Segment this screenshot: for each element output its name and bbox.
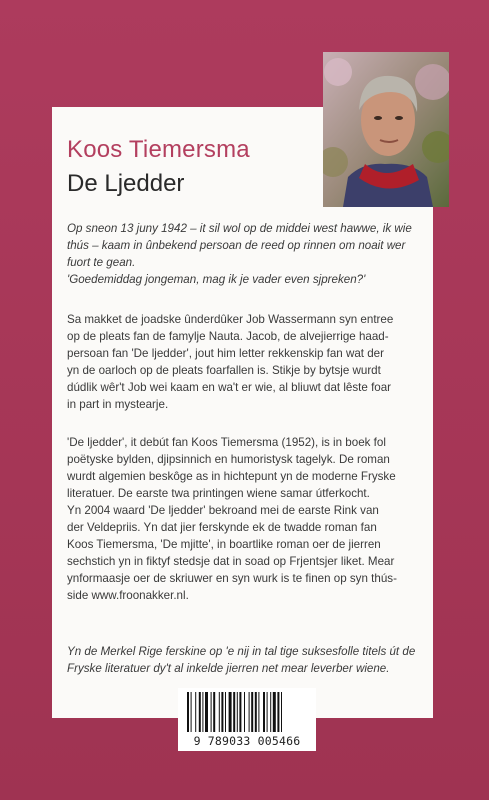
text-line: Yn de Merkel Rige ferskine op 'e nij in tal tige suksesfolle titels út de — [67, 645, 416, 658]
author-name: Koos Tiemersma — [67, 136, 250, 163]
text-line: wurdt algemien beskôge as in hichtepunt yn de moderne Fryske — [67, 470, 396, 483]
text-line: 'De ljedder', it debút fan Koos Tiemersma (1952), is in boek fol — [67, 436, 386, 449]
about-paragraph — [67, 434, 397, 604]
text-line: thús – kaam in ûnbekend persoan de reed op rinnen om noait wer — [67, 239, 406, 252]
text-line: dúdlik wêr't Job wei kaam en wa't er wie, al bliuwt dat lêste foar — [67, 381, 392, 394]
text-line: sechstich yn in fiktyf stedsje dat in soad op Frjentsjer liket. Mear — [67, 555, 395, 568]
isbn-barcode — [178, 688, 316, 751]
barcode-bars — [187, 692, 307, 736]
text-line: literatuer. De earste twa printingen wiene samar útferkocht. — [67, 487, 370, 500]
barcode-number: 9 789033 005466 — [193, 734, 301, 748]
series-note — [67, 643, 416, 677]
text-line: yn de oarloch op de pleats foarfallen is. Stikje by bytsje wurdt — [67, 364, 381, 377]
text-line: 'Goedemiddag jongeman, mag ik je vader even sjpreken?' — [67, 273, 366, 286]
summary-paragraph — [67, 311, 397, 413]
text-line: side www.froonakker.nl. — [67, 589, 189, 602]
intro-quote — [67, 220, 412, 288]
text-line: ynformaasje oer de skriuwer en syn wurk is te finen op syn thús- — [67, 572, 397, 585]
text-line: poëtyske bylden, djipsinnich en humoristysk tagelyk. De roman — [67, 453, 390, 466]
text-line: persoan fan 'De ljedder', jout him letter rekkenskip fan wat der — [67, 347, 384, 360]
text-line: der Veldepriis. Yn dat jier ferskynde ek de twadde roman fan — [67, 521, 377, 534]
text-line: Yn 2004 waard 'De ljedder' bekroand mei de earste Rink van — [67, 504, 379, 517]
book-title: De Ljedder — [67, 170, 185, 197]
author-photo — [323, 52, 449, 207]
text-line: Op sneon 13 juny 1942 – it sil wol op de middei west hawwe, ik wie — [67, 222, 412, 235]
text-line: fuort te gean. — [67, 256, 136, 269]
text-line: Fryske literatuer dy't al inkelde jierren net mear leverber wiene. — [67, 662, 390, 675]
text-line: Sa makket de joadske ûnderdûker Job Wassermann syn entree — [67, 313, 394, 326]
text-line: in part in mystearje. — [67, 398, 169, 411]
text-line: op de pleats fan de famylje Nauta. Jacob, de alvejierrige haad- — [67, 330, 389, 343]
text-line: Koos Tiemersma, 'De mjitte', in boartlike roman oer de jierren — [67, 538, 381, 551]
